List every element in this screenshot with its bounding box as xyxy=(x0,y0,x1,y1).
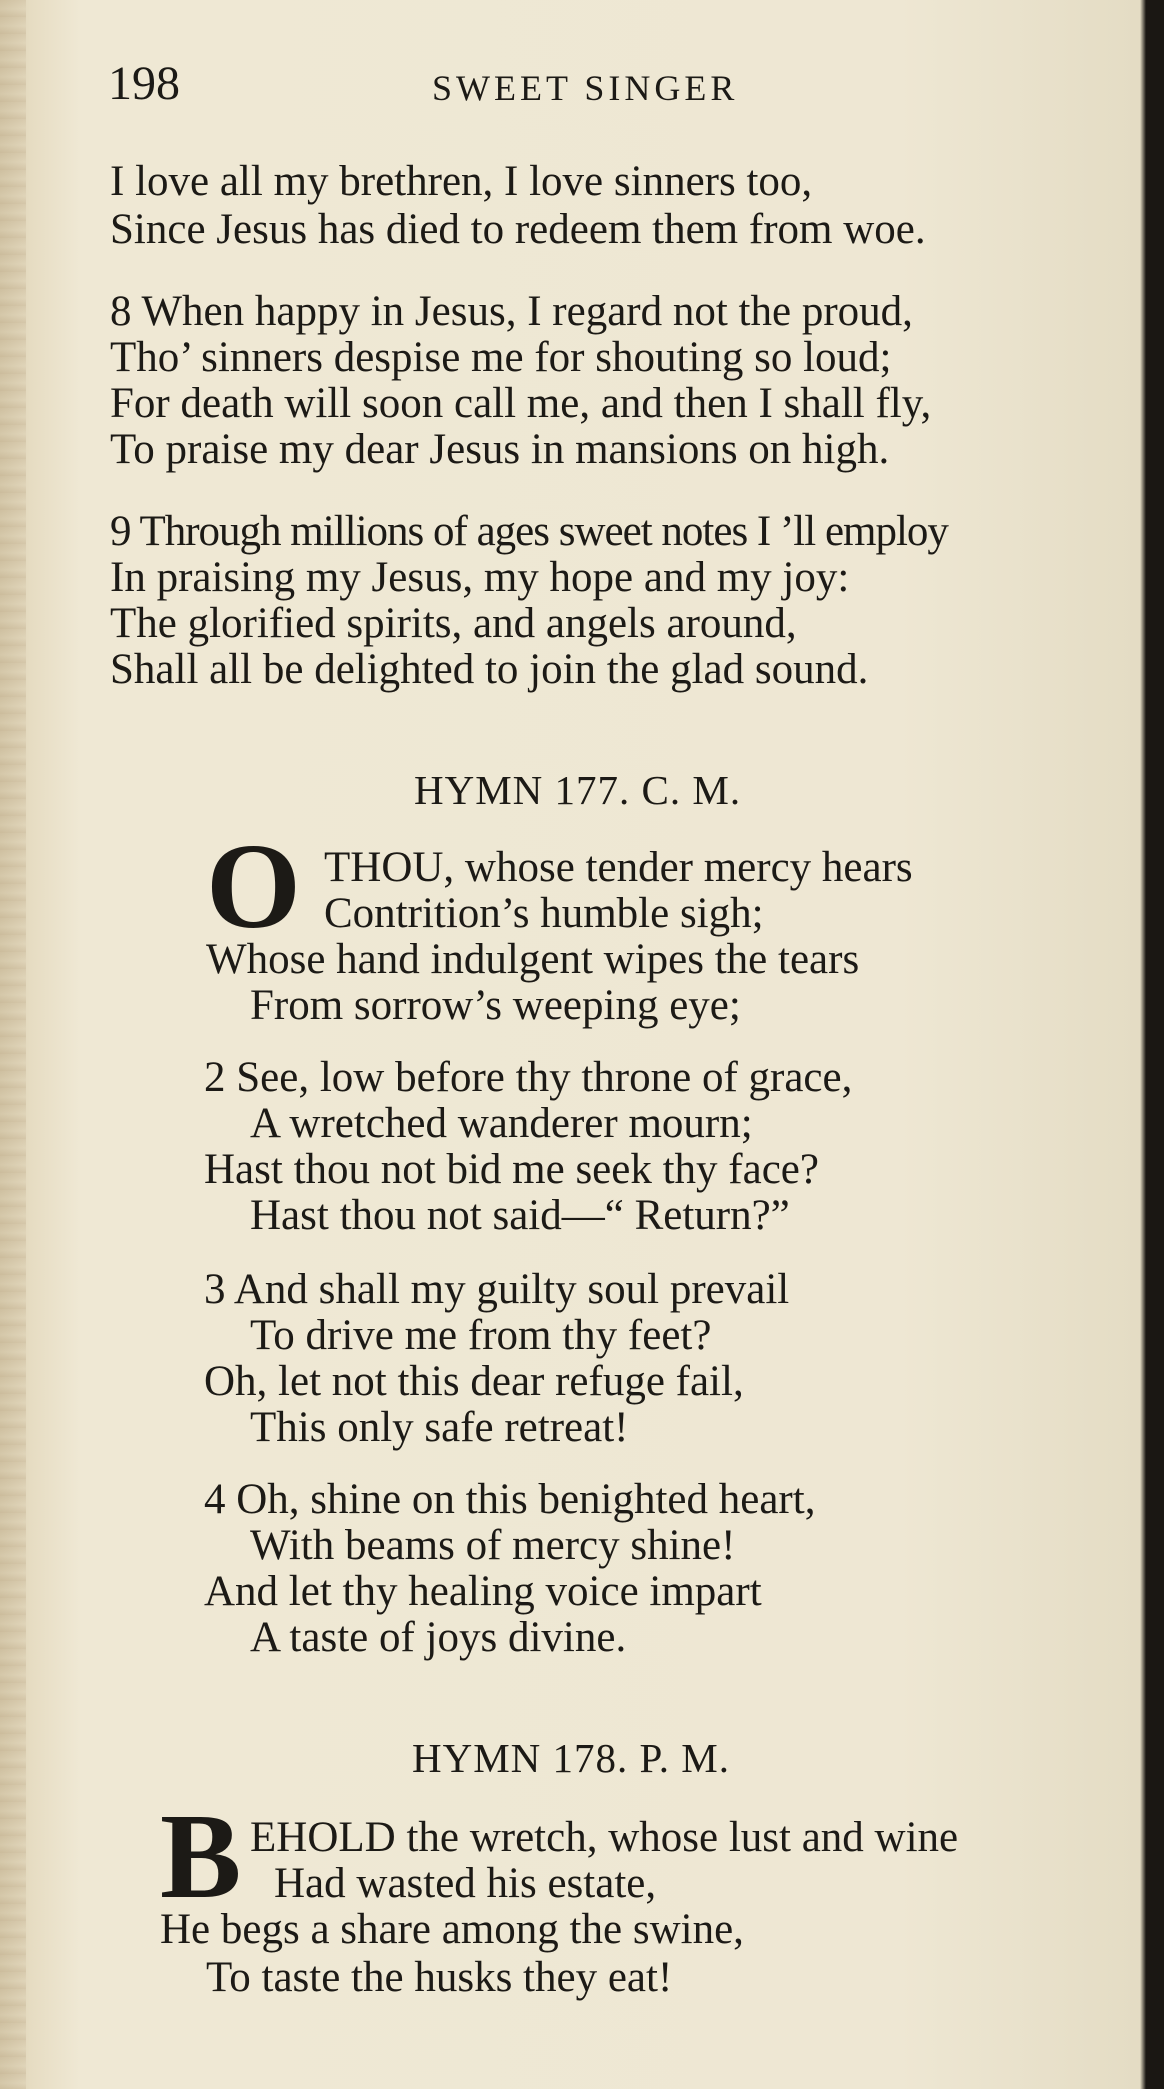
verse-line: I love all my brethren, I love sinners too, xyxy=(110,158,813,205)
verse-line: This only safe retreat! xyxy=(250,1404,629,1451)
verse-line: EHOLD the wretch, whose lust and wine xyxy=(250,1814,959,1861)
running-title: SWEET SINGER xyxy=(432,68,739,108)
verse-line: Contrition’s humble sigh; xyxy=(324,890,764,937)
drop-cap: O xyxy=(206,819,301,954)
verse-line: Hast thou not said—“ Return?” xyxy=(250,1192,790,1239)
verse-line: With beams of mercy shine! xyxy=(250,1522,736,1569)
verse-line: And let thy healing voice impart xyxy=(204,1568,762,1615)
drop-cap: B xyxy=(160,1789,242,1924)
verse-line: To drive me from thy feet? xyxy=(250,1312,712,1359)
verse-line: Hast thou not bid me seek thy face? xyxy=(204,1146,819,1193)
verse-line: The glorified spirits, and angels around, xyxy=(110,600,797,647)
verse-line: THOU, whose tender mercy hears xyxy=(324,844,913,891)
verse-line: 3 And shall my guilty soul prevail xyxy=(204,1266,790,1313)
page-edge xyxy=(0,0,26,2089)
verse-line: 8 When happy in Jesus, I regard not the proud, xyxy=(110,288,913,335)
hymn-title: HYMN 177. C. M. xyxy=(414,767,742,813)
hymn-title: HYMN 178. P. M. xyxy=(412,1735,730,1781)
verse-line: He begs a share among the swine, xyxy=(160,1906,744,1953)
verse-line: 9 Through millions of ages sweet notes I ’ll employ xyxy=(110,508,948,555)
verse-line: 2 See, low before thy throne of grace, xyxy=(204,1054,853,1101)
verse-line: Had wasted his estate, xyxy=(274,1860,657,1907)
verse-line: In praising my Jesus, my hope and my joy: xyxy=(110,554,850,601)
verse-line: A wretched wanderer mourn; xyxy=(250,1100,753,1147)
verse-line: A taste of joys divine. xyxy=(250,1614,627,1661)
verse-line: From sorrow’s weeping eye; xyxy=(250,982,741,1029)
verse-line: Whose hand indulgent wipes the tears xyxy=(206,936,860,983)
verse-line: To praise my dear Jesus in mansions on high. xyxy=(110,426,890,473)
verse-line: To taste the husks they eat! xyxy=(206,1954,673,2001)
verse-line: Shall all be delighted to join the glad sound. xyxy=(110,646,869,693)
page-number: 198 xyxy=(108,57,180,110)
verse-line: Tho’ sinners despise me for shouting so loud; xyxy=(110,334,892,381)
verse-line: For death will soon call me, and then I shall fly, xyxy=(110,380,932,427)
verse-line: Since Jesus has died to redeem them from woe. xyxy=(110,206,926,253)
verse-line: Oh, let not this dear refuge fail, xyxy=(204,1358,744,1405)
verse-line: 4 Oh, shine on this benighted heart, xyxy=(204,1476,816,1523)
